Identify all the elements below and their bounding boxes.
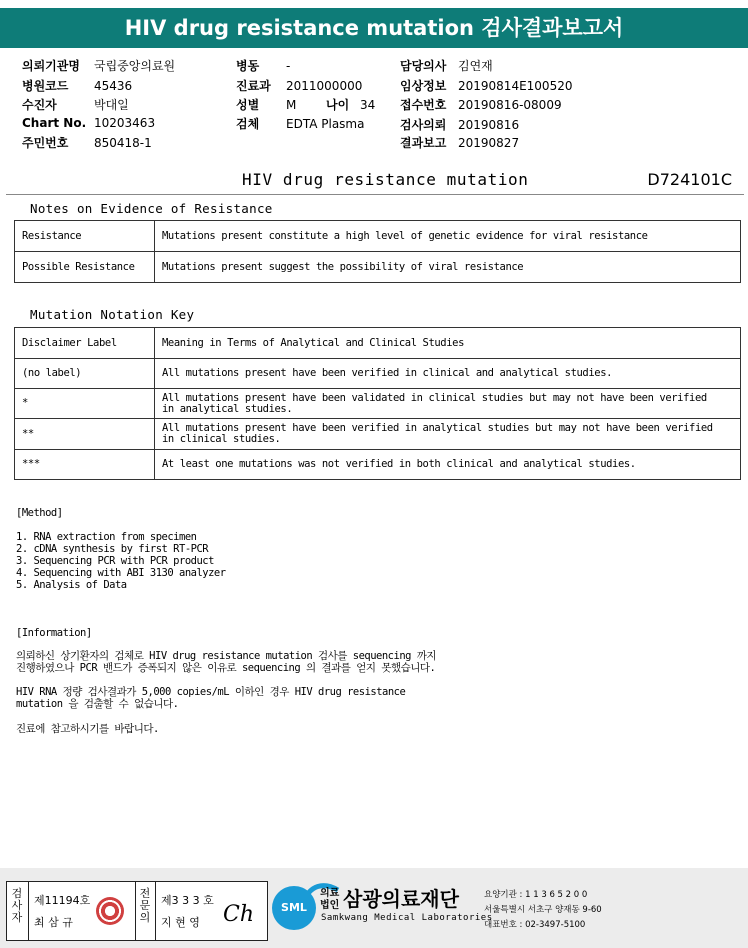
table-row — [15, 450, 741, 480]
divider — [135, 882, 136, 940]
table-row — [15, 221, 741, 252]
table-row — [15, 389, 741, 419]
evidence-text: Mutations present constitute a high level of genetic evidence for viral resistance — [155, 221, 741, 252]
test-header — [6, 167, 744, 195]
divider — [155, 882, 156, 940]
info-clinical-info — [400, 77, 572, 94]
method-step-4: 4. Sequencing with ABI 3130 analyzer — [16, 567, 226, 579]
notation-text: At least one mutations was not verified in both clinical and analytical studies. — [155, 450, 741, 480]
info-doctor — [400, 57, 493, 74]
notation-text: All mutations present have been verified in clinical and analytical studies. — [155, 359, 741, 389]
notation-table — [14, 327, 741, 480]
test-name: HIV drug resistance mutation — [242, 170, 529, 189]
org-prefix-top: 의료 — [320, 888, 340, 899]
notation-label: ** — [15, 419, 155, 450]
info-value: 김연재 — [458, 59, 493, 73]
info-label: 결과보고 — [400, 136, 447, 150]
method-step-3: 3. Sequencing PCR with PCR product — [16, 555, 214, 567]
reviewer-name: 지 현 영 — [161, 916, 200, 929]
info-receipt-no — [400, 96, 562, 113]
report-title: HIV drug resistance mutation 검사결과보고서 — [0, 8, 748, 48]
info-value: 20190816 — [458, 118, 520, 132]
signature-mark: Ch — [223, 902, 255, 927]
notation-label: *** — [15, 450, 155, 480]
org-prefix-bottom: 법인 — [320, 900, 340, 911]
info-chart-no — [22, 116, 155, 130]
info-ward — [236, 57, 290, 74]
method-step-5: 5. Analysis of Data — [16, 579, 127, 591]
evidence-label: Possible Resistance — [15, 252, 155, 283]
info-value: 850418-1 — [94, 136, 152, 150]
info-value: 45436 — [94, 79, 133, 93]
reviewer-label: 전문의 — [139, 887, 151, 924]
info-value: 34 — [360, 98, 376, 112]
table-row — [15, 419, 741, 450]
information-heading: [Information] — [16, 627, 92, 639]
divider — [28, 882, 29, 940]
info-label: 접수번호 — [400, 98, 447, 112]
method-step-2: 2. cDNA synthesis by first RT-PCR — [16, 543, 209, 555]
notation-label: (no label) — [15, 359, 155, 389]
org-name-en: Samkwang Medical Laboratories — [321, 913, 493, 923]
evidence-title: Notes on Evidence of Resistance — [30, 201, 273, 216]
info-label: 성별 — [236, 98, 260, 112]
notation-text: All mutations present have been validated in clinical studies but may not have been verified in analytical studies. — [155, 389, 741, 419]
info-value: 20190816-08009 — [458, 98, 562, 112]
info-label: 담당의사 — [400, 59, 447, 73]
notation-header-label: Disclaimer Label — [15, 328, 155, 359]
evidence-label: Resistance — [15, 221, 155, 252]
information-paragraph: HIV RNA 정량 검사결과가 5,000 copies/mL 이하인 경우 HIV drug resistance mutation 을 검출할 수 없습니다. — [16, 686, 406, 710]
seal-stamp-icon — [96, 897, 124, 925]
notation-label: * — [15, 389, 155, 419]
info-hospital-code — [22, 77, 132, 94]
org-code: 요양기관 : 1 1 3 6 5 2 0 0 — [484, 890, 588, 900]
info-label: 나이 — [326, 98, 350, 112]
info-value: 20190827 — [458, 136, 520, 150]
info-label: 병동 — [236, 59, 260, 73]
info-report-date — [400, 134, 519, 151]
org-phone: 대표번호 : 02-3497-5100 — [484, 920, 586, 930]
info-patient-name — [22, 96, 129, 113]
table-row — [15, 252, 741, 283]
table-row — [15, 328, 741, 359]
information-paragraph: 진료에 참고하시기를 바랍니다. — [16, 723, 159, 735]
info-label: 주민번호 — [22, 136, 69, 150]
info-label: 의뢰기관명 — [22, 59, 80, 73]
evidence-table — [14, 220, 741, 283]
notation-text: All mutations present have been verified in analytical studies but may not have been verified in clinical studies. — [155, 419, 741, 450]
table-row — [15, 359, 741, 389]
info-value: EDTA Plasma — [286, 117, 365, 131]
test-code: D724101C — [647, 170, 732, 189]
signature-box — [6, 881, 268, 941]
info-label: 검사의뢰 — [400, 118, 447, 132]
information-paragraph: 의뢰하신 상기환자의 검체로 HIV drug resistance mutation 검사를 sequencing 까지 진행하였으나 PCR 밴드가 증폭되지 않은 이유로 sequencing 의 결과를 얻지 못했습니다. — [16, 650, 437, 674]
org-name: 삼광의료재단 — [343, 887, 459, 911]
sml-logo-icon: SML — [272, 886, 316, 930]
info-institution — [22, 57, 175, 74]
info-label: Chart No. — [22, 116, 87, 130]
method-step-1: 1. RNA extraction from specimen — [16, 531, 197, 543]
inspector-name: 최 삼 규 — [34, 916, 73, 929]
inspector-license: 제11194호 — [34, 894, 91, 907]
info-value: - — [286, 59, 291, 73]
info-age — [326, 96, 375, 113]
info-value: 20190814E100520 — [458, 79, 573, 93]
evidence-text: Mutations present suggest the possibility of viral resistance — [155, 252, 741, 283]
info-resident-no — [22, 134, 152, 151]
info-department — [236, 77, 362, 94]
info-sex — [236, 96, 296, 113]
info-label: 병원코드 — [22, 79, 69, 93]
info-label: 임상정보 — [400, 79, 447, 93]
info-specimen — [236, 115, 364, 132]
info-label: 수진자 — [22, 98, 57, 112]
info-label: 진료과 — [236, 79, 271, 93]
info-value: 2011000000 — [286, 79, 363, 93]
reviewer-license: 제3 3 3 호 — [161, 894, 214, 907]
inspector-label: 검사자 — [11, 887, 23, 924]
info-value: 10203463 — [94, 116, 156, 130]
notation-title: Mutation Notation Key — [30, 307, 195, 322]
info-value: 국립중앙의료원 — [94, 59, 176, 73]
info-value: 박대일 — [94, 98, 129, 112]
org-address: 서울특별시 서초구 양재동 9-60 — [484, 905, 602, 915]
info-label: 검체 — [236, 117, 260, 131]
method-heading: [Method] — [16, 507, 63, 519]
info-value: M — [286, 98, 297, 112]
info-request-date — [400, 116, 519, 133]
notation-header-text: Meaning in Terms of Analytical and Clinical Studies — [155, 328, 741, 359]
